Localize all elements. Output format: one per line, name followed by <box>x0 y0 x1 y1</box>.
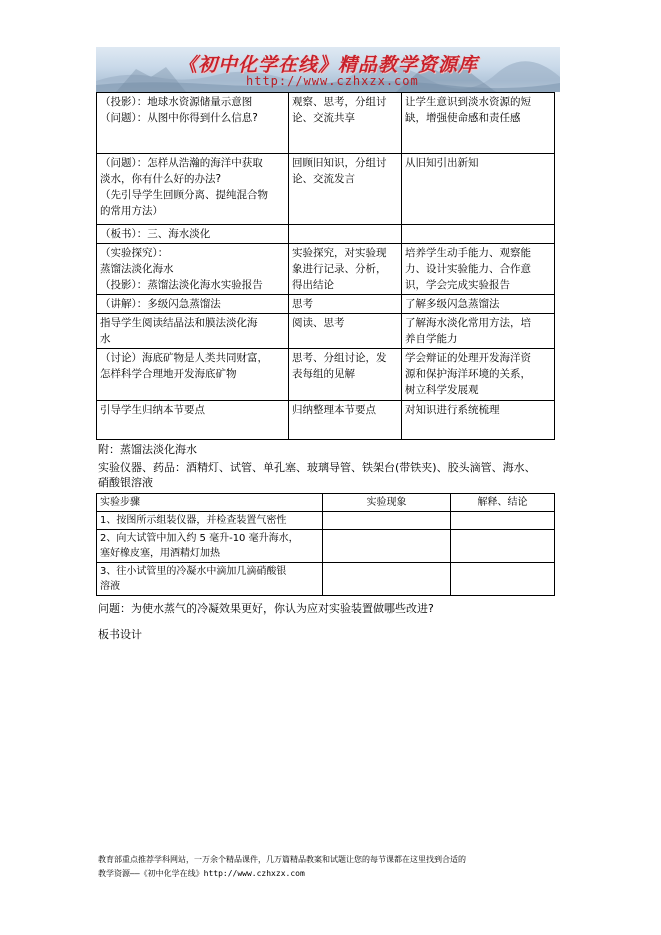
cell-text-line: （投影）：地球水资源储量示意图 <box>100 96 253 108</box>
lesson-cell-intent <box>402 225 555 244</box>
cell-text-line: 让学生意识到淡水资源的短 <box>405 96 531 108</box>
cell-text-line: 蒸馏法淡化海水 <box>100 263 174 275</box>
footer-line-2: 教学资源——《初中化学在线》http://www.czhxzx.com <box>98 869 305 878</box>
cell-text-line: 得出结论 <box>292 279 334 291</box>
cell-text-line: 指导学生阅读结晶法和膜法淡化海 <box>100 317 258 329</box>
cell-text-line: 表每组的见解 <box>292 368 355 380</box>
cell-text-line: 学会辩证的处理开发海洋资 <box>405 352 531 364</box>
lesson-cell-intent <box>402 349 555 401</box>
lesson-cell-teacher <box>97 349 289 401</box>
lesson-cell-teacher <box>97 244 289 295</box>
page-footer <box>98 853 568 881</box>
lesson-cell-intent <box>402 93 555 154</box>
lesson-row <box>97 154 555 225</box>
lesson-cell-student <box>289 295 402 314</box>
header-conclusion: 解释、结论 <box>451 494 555 512</box>
cell-text-line: 回顾旧知识，分组讨 <box>292 157 387 169</box>
experiment-step-cell <box>97 512 323 530</box>
cell-text-line: 的常用方法） <box>100 205 163 217</box>
experiment-conclusion-cell[interactable] <box>451 530 555 563</box>
lesson-cell-student <box>289 401 402 440</box>
banner-url[interactable]: http://www.czhxzx.com <box>246 74 419 88</box>
cell-text-line: （实验探究）： <box>100 247 169 259</box>
cell-text-line: 了解多级闪急蒸馏法 <box>405 298 500 310</box>
experiment-row <box>97 512 555 530</box>
cell-text-line: 识，学会完成实验报告 <box>405 279 510 291</box>
lesson-cell-student <box>289 225 402 244</box>
experiment-row <box>97 530 555 563</box>
cell-text-line: （讲解）：多级闪急蒸馏法 <box>100 298 221 310</box>
footer-line-1: 教育部重点推荐学科网站，一万余个精品课件，几万篇精品教案和试题让您的每节课都在这里找到合适的 <box>98 855 466 864</box>
cell-text-line: 对知识进行系统梳理 <box>405 404 500 416</box>
lesson-cell-student <box>289 244 402 295</box>
lesson-cell-student <box>289 154 402 225</box>
cell-text-line: 引导学生归纳本节要点 <box>100 404 205 416</box>
lesson-procedure-table <box>96 92 555 440</box>
cell-text-line: 缺，增强使命感和责任感 <box>405 112 521 124</box>
experiment-header-row <box>97 494 555 512</box>
experiment-row <box>97 563 555 596</box>
experiment-observation-cell[interactable] <box>323 563 451 596</box>
question-text: 问题：为使水蒸气的冷凝效果更好，你认为应对实验装置做哪些改进? <box>98 602 434 615</box>
lesson-row <box>97 295 555 314</box>
board-design-label: 板书设计 <box>98 628 142 641</box>
experiment-step-cell <box>97 530 323 563</box>
cell-text-line: 了解海水淡化常用方法，培 <box>405 317 531 329</box>
lesson-cell-intent <box>402 314 555 349</box>
cell-text-line: 树立科学发展观 <box>405 384 479 396</box>
lesson-cell-teacher <box>97 154 289 225</box>
cell-text-line: 怎样科学合理地开发海底矿物 <box>100 368 237 380</box>
experiment-conclusion-cell[interactable] <box>451 563 555 596</box>
cell-text-line: 观察、思考，分组讨 <box>292 96 387 108</box>
lesson-cell-teacher <box>97 314 289 349</box>
header-steps: 实验步骤 <box>97 494 323 512</box>
cell-text-line: （投影）：蒸馏法淡化海水实验报告 <box>100 279 263 291</box>
cell-text-line: 力、设计实验能力、合作意 <box>405 263 531 275</box>
lesson-cell-teacher <box>97 93 289 154</box>
cell-text-line: 培养学生动手能力、观察能 <box>405 247 531 259</box>
experiment-observation-cell[interactable] <box>323 512 451 530</box>
cell-text-line: （讨论）海底矿物是人类共同财富， <box>100 352 268 364</box>
equipment-line-1: 实验仪器、药品：酒精灯、试管、单孔塞、玻璃导管、铁架台(带铁夹)、胶头滴管、海水、 <box>98 461 536 474</box>
cell-text-line: 淡水，你有什么好的办法? <box>100 173 222 185</box>
cell-text-line: （问题）：怎样从浩瀚的海洋中获取 <box>100 157 263 169</box>
experiment-observation-cell[interactable] <box>323 530 451 563</box>
step-text-line: 2、向大试管中加入约 5 毫升-10 毫升海水， <box>100 533 299 544</box>
step-text-line: 溶液 <box>100 581 120 592</box>
cell-text-line: 论、交流共享 <box>292 112 355 124</box>
cell-text-line: 归纳整理本节要点 <box>292 404 376 416</box>
cell-text-line: （板书）：三、海水淡化 <box>100 228 211 240</box>
banner-title: 《初中化学在线》精品教学资源库 <box>177 54 478 76</box>
lesson-cell-student <box>289 93 402 154</box>
lesson-cell-intent <box>402 295 555 314</box>
cell-text-line: 从旧知引出新知 <box>405 157 479 169</box>
cell-text-line: 源和保护海洋环境的关系， <box>405 368 531 380</box>
lesson-cell-student <box>289 349 402 401</box>
cell-text-line: 思考、分组讨论，发 <box>292 352 387 364</box>
cell-text-line: 实验探究，对实验现 <box>292 247 387 259</box>
step-text-line: 3、往小试管里的冷凝水中滴加几滴硝酸银 <box>100 566 287 577</box>
lesson-row <box>97 314 555 349</box>
cell-text-line: 养自学能力 <box>405 333 458 345</box>
appendix-title: 附：蒸馏法淡化海水 <box>98 443 197 456</box>
cell-text-line: 论、交流发言 <box>292 173 355 185</box>
lesson-cell-student <box>289 314 402 349</box>
equipment-line-2: 硝酸银溶液 <box>98 476 153 489</box>
lesson-cell-teacher <box>97 295 289 314</box>
cell-text-line: 阅读、思考 <box>292 317 345 329</box>
cell-text-line: （问题）：从图中你得到什么信息? <box>100 112 258 124</box>
cell-text-line: 思考 <box>292 298 313 310</box>
lesson-row <box>97 401 555 440</box>
site-banner <box>96 47 560 92</box>
lesson-cell-intent <box>402 244 555 295</box>
lesson-row <box>97 244 555 295</box>
lesson-cell-intent <box>402 401 555 440</box>
step-text-line: 塞好橡皮塞，用酒精灯加热 <box>100 548 220 559</box>
experiment-conclusion-cell[interactable] <box>451 512 555 530</box>
lesson-cell-teacher <box>97 225 289 244</box>
step-text-line: 1、按图所示组装仪器，并检查装置气密性 <box>100 515 287 526</box>
lesson-row <box>97 225 555 244</box>
cell-text-line: 水 <box>100 333 111 345</box>
lesson-row <box>97 349 555 401</box>
lesson-cell-teacher <box>97 401 289 440</box>
cell-text-line: 象进行记录、分析， <box>292 263 387 275</box>
lesson-row <box>97 93 555 154</box>
cell-text-line: （先引导学生回顾分离、提纯混合物 <box>100 189 268 201</box>
lesson-cell-intent <box>402 154 555 225</box>
header-observation: 实验现象 <box>323 494 451 512</box>
experiment-table <box>96 493 555 596</box>
experiment-step-cell <box>97 563 323 596</box>
